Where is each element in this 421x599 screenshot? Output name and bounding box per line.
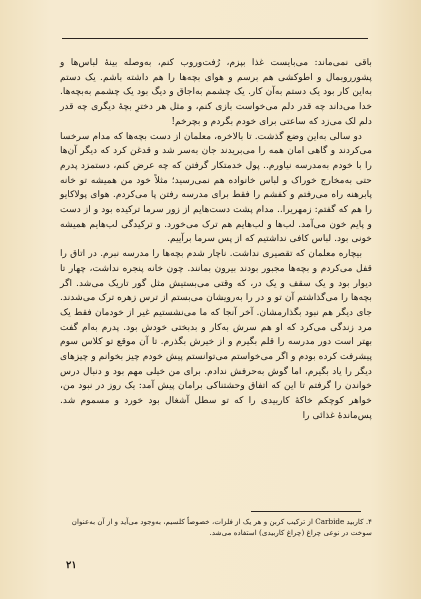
paragraph-1: باقی نمی‌ماند: می‌بایست غذا بپزم، رُفت‌وروب کنم، به‌وصله بینهٔ لباس‌ها و پشورروبمال و اطوکشی هم برسم و هوای بچه‌ها را هم داشته باشم. یک دستم به‌این کار بود یک دستم به‌آن کار. یک چشمم به‌اجاق و دیگ بود یک چشمم به‌بچه‌ها. خدا می‌داند چه قدر دلم می‌خواست بازی کنم، و مثل هر دخترِ بچهٔ دیگری چه قدر دلم لک می‌زد که ساعتی برای خودم بگردم و بچرخم! <box>60 57 372 127</box>
header-rule <box>62 38 368 39</box>
footnote: ۴. کاربید Carbide از ترکیب کربن و هر یک از فلزات، خصوصاً کلسیم، به‌وجود می‌آید و از آن به‌عنوان سوخت در نوعی چراغ (چراغ کاربیدی) استفاده می‌شد. <box>71 517 372 537</box>
paragraph-2: دو سالی به‌این وضع گذشت. تا بالاخره، معلمان از دست بچه‌ها که مدام سرخسا می‌کردند و گاهی امان همه را می‌بریدند جان به‌سر شد و قدغن کرد که دیگر آن‌ها را با خودم به‌مدرسه نیاورم.. پول خدمتکار گرفتن که چه عرض کنم، دستمزد پدرم حتی به‌مخارج خوراک و لباس خانواده هم نمی‌رسید؛ مثلاً خود من همیشه تو خانه پابرهنه راه می‌رفتم و کفشم را فقط برای مدرسه رفتن پا می‌کردم. هوای پولاکایو را هم که گفتم: زمهریرا.. مدام پشت دست‌هایم از زور سرما ترکیده بود و از دست و پایم خون می‌آمد. لب‌ها و لب‌هایم هم ترک می‌خورد. و ترکیدگی لب‌هایم همیشه خونی بود. لباس کافی نداشتیم که از پس سرما برآییم. <box>60 130 372 245</box>
footnote-rule <box>251 511 361 512</box>
body-text <box>60 56 372 424</box>
paragraph-3: بیچاره معلمان که تقصیری نداشت. ناچار شدم بچه‌ها را مدرسه نبرم. در اتاق را قفل می‌کردم و بچه‌ها مجبور بودند بیرون بمانند. چون خانه پنجره نداشت، چهار تا دیوار بود و یک سقف و یک در، که وقتی می‌بستیش مثل گور تاریک می‌شد. اگر بچه‌ها را می‌گذاشتم آن تو و در را به‌رویشان می‌بستم از ترس زهره ترک می‌شدند. جای دیگر هم نبود بگذارمشان. آخر آنجا که ما می‌نشستیم غیر از خودمان فقط یک مرد زندگی می‌کرد که او هم سرش به‌کار و بدبختی خودش بود. پدرم به‌ام گفت بهتر است دور مدرسه را قلم بگیرم و از خیرش بگذرم. تا آن موقع تو کلاس سوم پیشرفت کرده بودم و اگر می‌خواستم می‌توانستم پیش خودم چیز بخوانم و چیزهای دیگر را یاد بگیرم، اما گوش به‌حرفش ندادم. برای من خیلی مهم بود و دنبال درس خواندن را گرفتم تا این که اتفاق وحشتناکی برامان پیش آمد: یک روز در نبود من، خواهر کوچکم خاکهٔ کاربیدی را که تو سطل آشغال بود خورد و مسموم شد. پس‌ماندهٔ غذائی را <box>60 248 372 421</box>
page-number: ۲۱ <box>66 560 77 571</box>
